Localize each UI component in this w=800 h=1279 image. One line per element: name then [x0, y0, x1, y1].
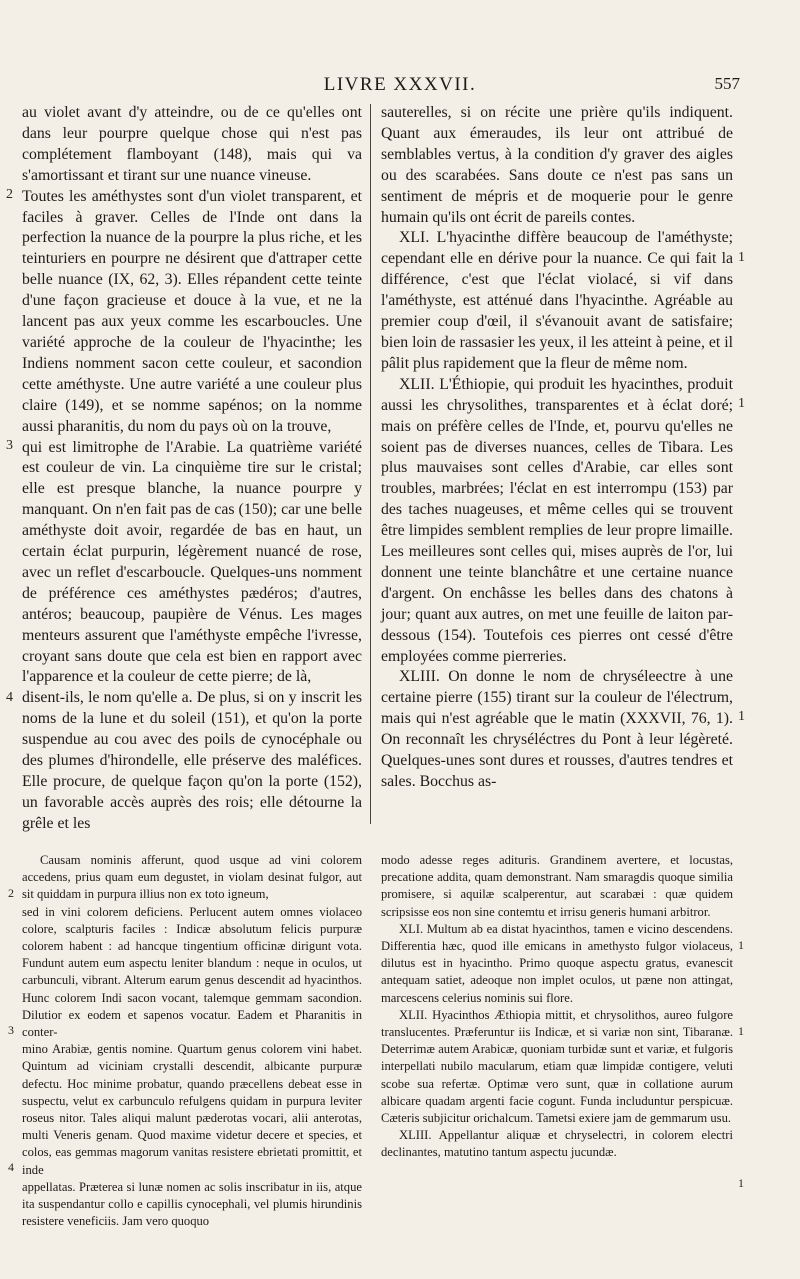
page-header [0, 72, 800, 100]
running-head: LIVRE XXXVII. [323, 74, 477, 95]
margin-number: 2 [8, 886, 14, 900]
latin-paragraph: modo adesse reges adituris. Grandinem avertere, et locustas, precatione addita, quam demonstrant. Nam smaragdis quoque similia promisere, si aquilæ scalperentur, aut scarabæi : quæ quidem scripsisse eos non sine contemtu et irrisu generis humani arbitror. [381, 853, 733, 919]
margin-number: 3 [6, 438, 13, 453]
margin-number: 1 [738, 396, 745, 411]
latin-column-left [22, 852, 362, 1230]
margin-number: 1 [738, 709, 745, 724]
latin-paragraph: sed in vini colorem deficiens. Perlucent autem omnes violaceo colore, scalpturis faciles : Indicæ absolutum felicis purpuræ colorem habent : ad hancque tingentium officinæ dirigunt vota. Fundunt autem eum aspectu leniter blandum : neque in oculos, ut carbunculi, vibrant. Alterum earum genus descendit ad hyacinthos. Hunc colorem Indi sacon vocant, talemque gemmam sacondion. Dilutior ex eodem et sapenos vocatur. Eadem et Pharanitis in conter- [22, 904, 362, 1040]
french-column-right [381, 103, 733, 793]
margin-number: 3 [8, 1023, 14, 1037]
latin-paragraph: XLIII. Appellantur aliquæ et chryselectri, in colorem electri declinantes, matutino tantum aspectu jucundæ. [381, 1128, 733, 1160]
french-paragraph: qui est limitrophe de l'Arabie. La quatrième variété est couleur de vin. La cinquième tire sur le cristal; elle est presque blanche, la nuance pourpre y manquant. On n'en fait pas de cas (150); car une belle améthyste doit avoir, regardée de bas en haut, un certain éclat purpurin, légèrement nuancé de rose, avec un reflet d'escarboucle. Quelques-uns nomment de préférence ces améthystes pædéros; d'autres, antéros; beaucoup, paupière de Vénus. Les mages menteurs assurent que l'améthyste empêche l'ivresse, croyant sans doute que cela est bien en rapport avec l'apparence et la couleur de cette pierre; de là, [22, 438, 362, 686]
latin-paragraph: Causam nominis afferunt, quod usque ad vini colorem accedens, prius quam eum degustet, in violam desinat fulgor, aut sit quiddam in purpura illius non ex toto igneum, [22, 853, 362, 902]
french-paragraph: XLIII. On donne le nom de chryséleectre à une certaine pierre (155) tirant sur la couleur de l'électrum, mais qui n'est agréable que le matin (XXXVII, 76, 1). On reconnaît les chryséléctres du Pont à leur légèreté. Quelques-unes sont dures et rousses, d'autres tendres et sales. Bocchus as- [381, 668, 733, 790]
latin-paragraph: mino Arabiæ, gentis nomine. Quartum genus colorem vini habet. Quintum ad viciniam crystalli descendit, albicante purpuræ defectu. Hoc minime probatur, quando præcellens debeat esse in suspectu, velut ex carbunculo refulgens quidam in purpura leviter roseus nitor. Tales aliqui malunt pæderotas vocari, alii anterotas, multi Veneris genam. Quod maxime videtur decere et species, et colos, eas gemmas magorum vanitas resistere ebrietati promittit, et inde [22, 1042, 362, 1177]
margin-number: 4 [8, 1160, 14, 1174]
latin-paragraph: appellatas. Præterea si lunæ nomen ac solis inscribatur in iis, atque ita suspendantur collo e capillis cynocephali, vel plumis hirundinis resistere veneficiis. Jam vero quoquo [22, 1179, 362, 1229]
margin-number: 2 [6, 187, 13, 202]
margin-number: 1 [738, 250, 745, 265]
french-paragraph: au violet avant d'y atteindre, ou de ce qu'elles ont dans leur pourpre quelque chose qui n'est pas complétement flamboyant (148), mais qui va s'amortissant et tirant sur une nuance vineuse. [22, 104, 362, 184]
margin-number: 1 [738, 1024, 744, 1038]
latin-paragraph: XLII. Hyacinthos Æthiopia mittit, et chrysolithos, aureo fulgore translucentes. Præferuntur iis Indicæ, et si variæ non sint, Tibaranæ. Deterrimæ autem Arabicæ, quoniam turbidæ sunt et variæ, et fulgoris interpellati nubilo macularum, etiam quæ limpidæ contigere, veluti scobe sua refertæ. Optimæ vero sunt, quæ in collatione aurum albicare quadam argenti facie cogunt. Funda includuntur perspicuæ. Cæteris subjicitur orichalcum. Tametsi exiere jam de gemmarum usu. [381, 1007, 733, 1126]
page-number: 557 [714, 74, 740, 93]
french-paragraph: XLI. L'hyacinthe diffère beaucoup de l'améthyste; cependant elle en dérive pour la nuance. Ce qui fait la différence, c'est que l'éclat violacé, si vif dans l'améthyste, est atténué dans l'hyacinthe. Agréable au premier coup d'œil, il s'évanouit avant de satisfaire; bien loin de rassasier les yeux, il les atteint à peine, et il pâlit plus rapidement que la fleur de même nom. [381, 229, 733, 372]
french-paragraph: disent-ils, le nom qu'elle a. De plus, si on y inscrit les noms de la lune et du soleil (151), et qu'on la porte suspendue au cou avec des poils de cynocéphale ou des plumes d'hirondelle, elle préserve des maléfices. Elle procure, de quelque façon qu'on la porte (152), un favorable accès auprès des rois; elle détourne la grêle et les [22, 689, 362, 832]
french-paragraph: XLII. L'Éthiopie, qui produit les hyacinthes, produit aussi les chrysolithes, transparentes et à éclat doré; mais on préfère celles de l'Inde, et, pourvu qu'elles ne soient pas de diverses nuances, celles de Tibara. Les plus mauvaises sont celles d'Arabie, car elles sont troubles, marbrées; l'éclat en est interrompu (153) par des taches nuageuses, et même celles qui se trouvent être limpides semblent remplies de leur propre limaille. Les meilleures sont celles qui, mises auprès de l'or, lui donnent une teinte blanchâtre et une certaine nuance d'argent. On enchâsse les belles dans des chatons à jour; quant aux autres, on met une feuille de laiton par-dessous (154). Toutefois ces pierres ont cessé d'être employées comme pierreries. [381, 375, 733, 665]
margin-number: 4 [6, 690, 13, 705]
french-paragraph: sauterelles, si on récite une prière qu'ils indiquent. Quant aux émeraudes, ils leur ont attribué de semblables vertus, à la condition d'y graver des aigles ou des scarabées. Sans doute ce n'est pas sans un sentiment de mépris et de moquerie pour le genre humain qu'ils ont écrit de pareils contes. [381, 104, 733, 226]
french-paragraph: Toutes les améthystes sont d'un violet transparent, et faciles à graver. Celles de l'Inde ont dans la perfection la nuance de la pourpre la plus riche, et les teinturiers en pourpre ne désirent que d'attraper cette belle nuance (IX, 62, 3). Elles répandent cette teinte d'une façon gracieuse et douce à la vue, et ne la lancent pas aux yeux comme les escarboucles. Une variété approche de la couleur de l'hyacinthe; les Indiens nomment sacon cette couleur, et sacondion cette améthyste. Une autre variété a une couleur plus claire (149), et se nomme sapénos; on la nomme aussi pharanitis, du nom du pays où on la trouve, [22, 187, 362, 435]
latin-column-right [381, 852, 733, 1162]
column-divider [370, 104, 371, 824]
margin-number: 1 [738, 1176, 744, 1190]
french-column-left [22, 103, 362, 835]
latin-paragraph: XLI. Multum ab ea distat hyacinthos, tamen e vicino descendens. Differentia hæc, quod ille emicans in amethysto fulgor violaceus, dilutus est in hyacintho. Primo quoque aspectu gratus, evanescit antequam satiet, adeoque non implet oculos, ut pæne non attingat, marcescens celerius nominis sui flore. [381, 921, 733, 1005]
margin-number: 1 [738, 938, 744, 952]
